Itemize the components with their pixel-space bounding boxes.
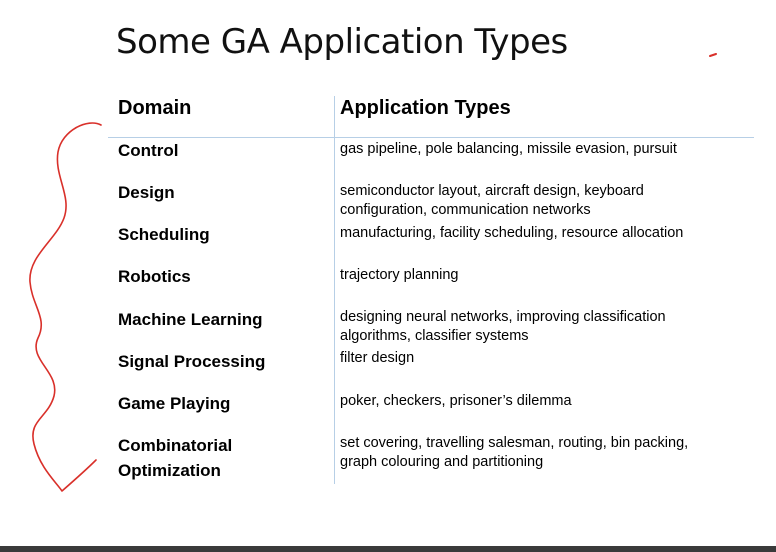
row-signal-processing-domain: Signal Processing [118,352,266,371]
row-design-domain: Design [118,183,175,202]
row-combinatorial-optimization-domain: Combinatorial Optimization [118,436,233,480]
row-scheduling-domain: Scheduling [118,225,210,244]
row-combinatorial-optimization-apps: set covering, travelling salesman, routing, bin packing, graph colouring and partitioning [340,435,689,470]
row-control-apps: gas pipeline, pole balancing, missile evasion, pursuit [340,141,677,157]
row-signal-processing-apps: filter design [340,350,415,366]
header-domain: Domain [118,97,192,119]
row-design-apps: semiconductor layout, aircraft design, keyboard configuration, communication networks [340,183,644,218]
row-robotics-domain: Robotics [118,267,191,286]
bottom-bar [0,546,776,552]
row-robotics-apps: trajectory planning [340,267,459,283]
row-scheduling-apps: manufacturing, facility scheduling, resource allocation [340,225,684,241]
row-machine-learning-apps: designing neural networks, improving classification algorithms, classifier systems [340,309,666,344]
row-machine-learning-domain: Machine Learning [118,310,263,329]
curly-brace-annotation [30,123,101,491]
pen-dot-mark [710,54,716,56]
row-control-domain: Control [118,141,179,160]
row-game-playing-apps: poker, checkers, prisoner’s dilemma [340,393,572,409]
slide-title: Some GA Application Types [116,22,568,62]
row-game-playing-domain: Game Playing [118,394,231,413]
header-application-types: Application Types [340,97,511,119]
